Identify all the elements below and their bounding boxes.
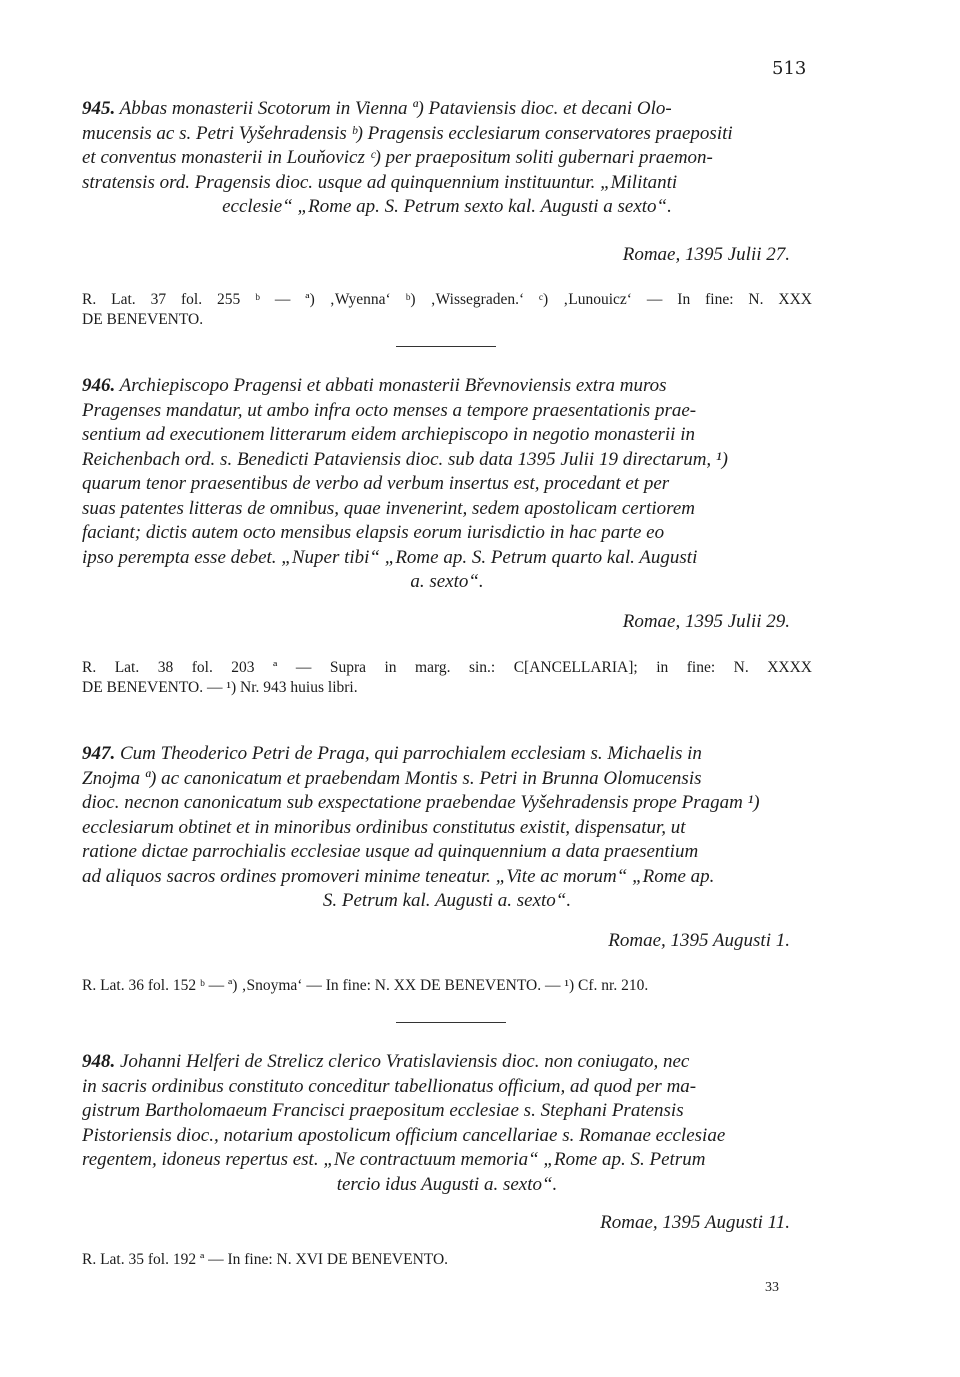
entry-number: 948. — [82, 1051, 116, 1072]
entry-line: dioc. necnon canonicatum sub exspectatione praebendae Vyšehradensis prope Pragam ¹) — [82, 792, 760, 813]
entry-line: ipso perempta esse debet. „Nuper tibi“ „Rome ap. S. Petrum quarto kal. Augusti — [82, 546, 698, 568]
entry-line: ratione dictae parrochialis ecclesiae usque ad quinquennium a data praesentium — [82, 841, 699, 862]
entry-945-date: Romae, 1395 Julii 27. — [622, 244, 790, 265]
entry-948-source — [82, 1250, 812, 1270]
entry-line: 948. Johanni Helferi de Strelicz clerico Vratislaviensis dioc. non coniugato, nec — [82, 1051, 690, 1072]
entry-line: regentem, idoneus repertus est. „Ne contractuum memoria“ „Rome ap. S. Petrum — [82, 1149, 706, 1170]
entry-line: et conventus monasterii in Louňovicz ᶜ) per praepositum soliti gubernari praemon- — [82, 147, 713, 168]
entry-line: sentium ad executionem litterarum eidem archiepiscopo in negotio monasterii in — [82, 424, 695, 445]
entry-945-text — [82, 97, 812, 220]
source-line: R. Lat. 38 fol. 203 ª — Supra in marg. sin.: C[ANCELLARIA]; in fine: N. XXXX — [82, 659, 812, 676]
entry-line: ad aliquos sacros ordines promoveri minime teneatur. „Vite ac morum“ „Rome ap. — [82, 865, 715, 887]
source-line: R. Lat. 37 fol. 255 ᵇ — ª) ‚Wyenna‘ ᵇ) ‚Wissegraden.‘ ᶜ) ‚Lunouicz‘ — In fine: N. XXX — [82, 291, 812, 308]
folio-mark: 33 — [765, 1280, 779, 1295]
entry-number: 947. — [82, 743, 116, 764]
source-line: DE BENEVENTO. — ¹) Nr. 943 huius libri. — [82, 679, 358, 696]
entry-947-source — [82, 976, 812, 996]
page-number: 513 — [772, 58, 807, 79]
entry-line: stratensis ord. Pragensis dioc. usque ad quinquennium instituuntur. „Militanti — [82, 171, 678, 193]
entry-line: ecclesie“ „Rome ap. S. Petrum sexto kal. Augusti a sexto“. — [222, 196, 672, 217]
entry-947-text — [82, 742, 812, 914]
entry-line: Pistoriensis dioc., notarium apostolicum officium cancellariae s. Romanae ecclesiae — [82, 1124, 726, 1146]
entry-948-date: Romae, 1395 Augusti 11. — [600, 1212, 790, 1233]
entry-line: in sacris ordinibus constituto conceditur tabellionatus officium, ad quod per ma- — [82, 1075, 697, 1097]
entry-line: S. Petrum kal. Augusti a. sexto“. — [322, 890, 572, 911]
entry-line: Pragenses mandatur, ut ambo infra octo menses a tempore praesentationis prae- — [82, 399, 697, 421]
entry-945-source — [82, 290, 812, 330]
entry-946-text — [82, 374, 812, 595]
entry-line: 945. Abbas monasterii Scotorum in Vienna ª) Pataviensis dioc. et decani Olo- — [82, 98, 672, 119]
entry-line: tercio idus Augusti a. sexto“. — [336, 1173, 558, 1195]
entry-line: Znojma ª) ac canonicatum et praebendam Montis s. Petri in Brunna Olomucensis — [82, 767, 702, 789]
entry-line: mucensis ac s. Petri Vyšehradensis ᵇ) Pragensis ecclesiarum conservatores praepositi — [82, 122, 733, 144]
source-line: R. Lat. 35 fol. 192 ª — In fine: N. XVI DE BENEVENTO. — [82, 1251, 449, 1268]
entry-946-source — [82, 658, 812, 698]
entry-number: 945. — [82, 98, 116, 119]
entry-947-date: Romae, 1395 Augusti 1. — [608, 930, 790, 951]
entry-line: 946. Archiepiscopo Pragensi et abbati monasterii Břevnoviensis extra muros — [82, 375, 667, 396]
section-divider — [396, 1022, 506, 1023]
entry-946-date: Romae, 1395 Julii 29. — [622, 611, 790, 632]
entry-line: faciant; dictis autem octo mensibus elapsis eorum iurisdictio in hac parte eo — [82, 522, 665, 543]
source-line: R. Lat. 36 fol. 152 ᵇ — ª) ‚Snoyma‘ — In fine: N. XX DE BENEVENTO. — ¹) Cf. nr. 210. — [82, 977, 649, 994]
entry-number: 946. — [82, 375, 116, 396]
entry-line: quarum tenor praesentibus de verbo ad verbum insertus est, procedant et per — [82, 473, 670, 494]
source-line: DE BENEVENTO. — [82, 311, 204, 328]
entry-line: gistrum Bartholomaeum Francisci praepositum ecclesiae s. Stephani Pratensis — [82, 1100, 684, 1121]
entry-948-text — [82, 1050, 812, 1197]
entry-line: 947. Cum Theoderico Petri de Praga, qui parrochialem ecclesiam s. Michaelis in — [82, 743, 702, 764]
entry-line: ecclesiarum obtinet et in minoribus ordinibus constitutus existit, dispensatur, ut — [82, 816, 686, 838]
entry-line: suas patentes litteras de omnibus, quae invenerint, sedem apostolicam certiorem — [82, 497, 696, 519]
entry-line: Reichenbach ord. s. Benedicti Pataviensis dioc. sub data 1395 Julii 19 directarum, ¹) — [82, 448, 728, 470]
entry-line: a. sexto“. — [410, 571, 484, 592]
section-divider — [396, 346, 496, 347]
